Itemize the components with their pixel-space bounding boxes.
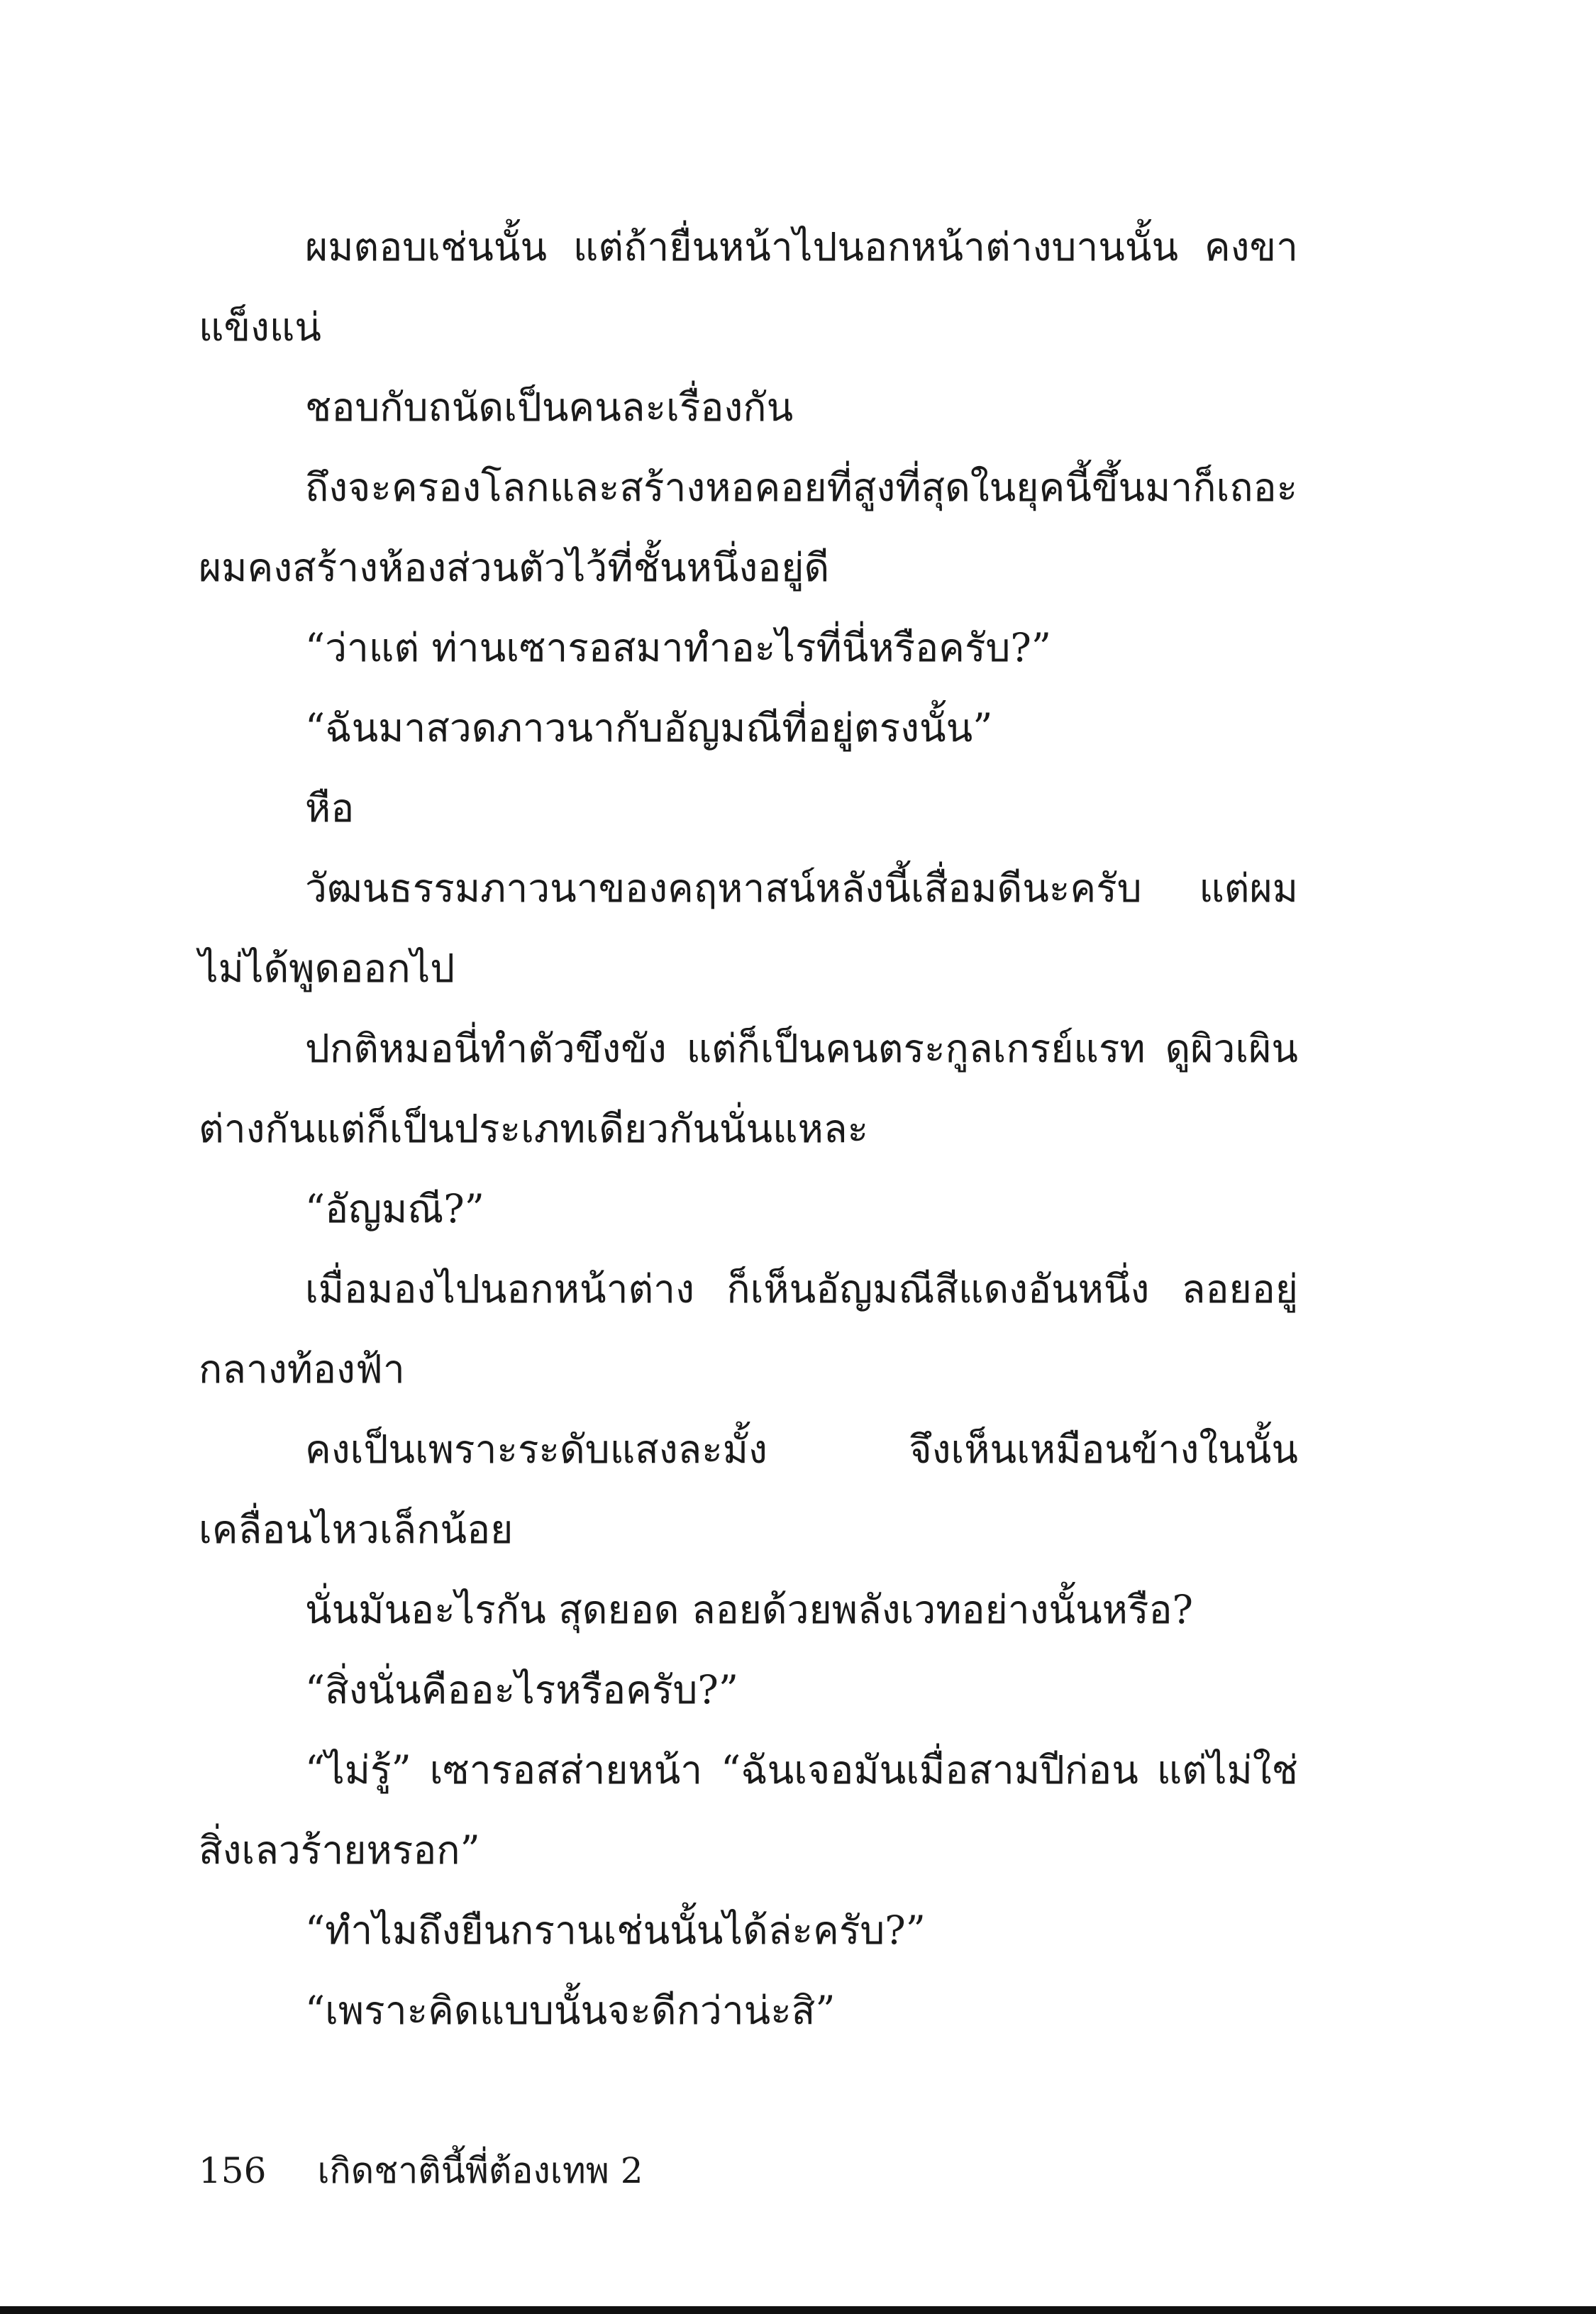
paragraph: ปกติหมอนี่ทำตัวขึงขัง แต่ก็เป็นคนตระกูลเกรย์แรท ดูผิวเผินต่างกันแต่ก็เป็นประเภทเดียวกันนั่นแหละ (199, 1026, 1298, 1151)
paragraph: วัฒนธรรมภาวนาของคฤหาสน์หลังนี้เสื่อมดีนะครับ แต่ผมไม่ได้พูดออกไป (199, 865, 1298, 991)
paragraph: “ไม่รู้” เซารอสส่ายหน้า “ฉันเจอมันเมื่อสามปีก่อน แต่ไม่ใช่สิ่งเลวร้ายหรอก” (199, 1747, 1298, 1873)
page-number: 156 (199, 2150, 267, 2191)
paragraph: ผมตอบเช่นนั้น แต่ถ้ายื่นหน้าไปนอกหน้าต่างบานนั้น คงขาแข็งแน่ (199, 224, 1298, 350)
page-footer (199, 2146, 643, 2196)
paragraph: “ว่าแต่ ท่านเซารอสมาทำอะไรที่นี่หรือครับ?” (305, 625, 1052, 670)
paragraph: “เพราะคิดแบบนั้นจะดีกว่าน่ะสิ” (305, 1988, 836, 2033)
paragraph: คงเป็นเพราะระดับแสงละมั้ง จึงเห็นเหมือนข้างในนั้นเคลื่อนไหวเล็กน้อย (199, 1427, 1298, 1552)
paragraph: หือ (305, 785, 355, 831)
paragraph: เมื่อมองไปนอกหน้าต่าง ก็เห็นอัญมณีสีแดงอันหนึ่ง ลอยอยู่กลางท้องฟ้า (199, 1266, 1298, 1392)
paragraph: “อัญมณี?” (305, 1186, 484, 1231)
paragraph: “ฉันมาสวดภาวนากับอัญมณีที่อยู่ตรงนั้น” (305, 705, 993, 751)
bottom-border (0, 2306, 1596, 2314)
paragraph: “สิ่งนั่นคืออะไรหรือครับ?” (305, 1667, 739, 1712)
paragraph: ถึงจะครองโลกและสร้างหอคอยที่สูงที่สุดในยุคนี้ขึ้นมาก็เถอะ ผมคงสร้างห้องส่วนตัวไว้ที่ชั้นหนึ่งอยู่ดี (199, 465, 1298, 590)
running-title: เกิดชาตินี้พี่ต้องเทพ 2 (317, 2150, 643, 2191)
paragraph: นั่นมันอะไรกัน สุดยอด ลอยด้วยพลังเวทอย่างนั้นหรือ? (305, 1587, 1194, 1632)
paragraph: “ทำไมถึงยืนกรานเช่นนั้นได้ล่ะครับ?” (305, 1908, 926, 1953)
paragraph: ชอบกับถนัดเป็นคนละเรื่องกัน (305, 384, 794, 430)
body-text (199, 207, 1298, 2051)
